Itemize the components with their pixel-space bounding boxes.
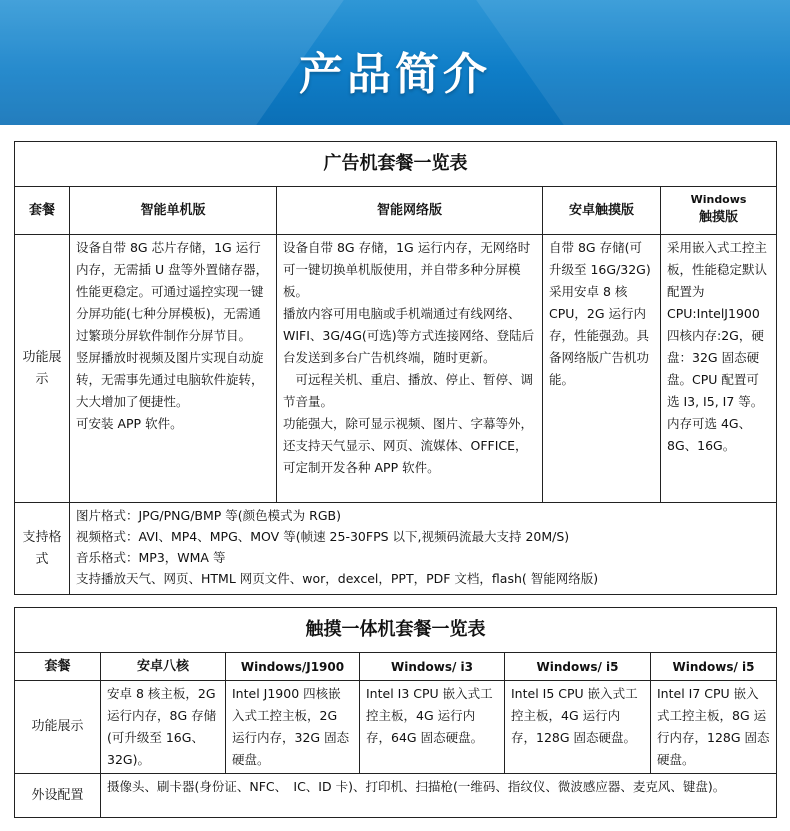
touch-machine-table xyxy=(14,607,777,818)
text-line: 设备自带 8G 芯片存储，1G 运行内存，无需插 U 盘等外置储存器，性能更稳定。可通过遥控实现一键分屏功能(七种分屏模板)，无需通过繁琐分屏软件制作分屏节目。 xyxy=(76,240,269,343)
banner-title: 产品简介 xyxy=(299,49,491,100)
cell-standalone xyxy=(70,235,277,503)
header-standalone: 智能单机版 xyxy=(70,187,277,235)
cell-android-touch xyxy=(543,235,661,503)
header-windows-line2: 触摸版 xyxy=(699,209,739,225)
text-line: 自带 8G 存储(可升级至 16G/32G) 采用安卓 8 核 CPU，2G 运行内存，性能强劲。具备网络版广告机功能。 xyxy=(549,240,651,387)
text-line: 功能强大，除可显示视频、图片、字幕等外，还支持天气显示、网页、流媒体、OFFICE，可定制开发各种 APP 软件。 xyxy=(283,416,534,475)
header-network: 智能网络版 xyxy=(277,187,543,235)
text-line: 可远程关机、重启、播放、停止、暂停、调节音量。 xyxy=(283,372,534,409)
header-windows-i3: Windows/ i3 xyxy=(360,653,505,681)
row-label-features: 功能展示 xyxy=(15,235,70,503)
header-windows-j1900: Windows/J1900 xyxy=(226,653,360,681)
text-line: 采用嵌入式工控主板，性能稳定默认配置为 CPU:IntelJ1900 四核内存:2G，硬盘：32G 固态硬盘。CPU 配置可选 I3, I5, I7 等。 内存可选 4G、8G、16G。 xyxy=(667,240,768,453)
cell-android-octa: 安卓 8 核主板，2G 运行内存，8G 存储(可升级至 16G、32G)。 xyxy=(101,681,226,774)
cell-windows-touch xyxy=(661,235,777,503)
text-line: 设备自带 8G 存储，1G 运行内存，无网络时可一键切换单机版使用，并自带多种分屏模板。 xyxy=(283,240,531,299)
header-package: 套餐 xyxy=(15,653,101,681)
header-windows-line1: Windows xyxy=(690,192,747,206)
row-label-formats: 支持格式 xyxy=(15,503,70,595)
header-android-octa: 安卓八核 xyxy=(101,653,226,681)
table-title: 广告机套餐一览表 xyxy=(15,142,777,187)
cell-windows-i5: Intel I5 CPU 嵌入式工控主板，4G 运行内存，128G 固态硬盘。 xyxy=(505,681,651,774)
header-windows-i5-alt: Windows/ i5 xyxy=(651,653,777,681)
cell-windows-i3: Intel I3 CPU 嵌入式工控主板，4G 运行内存，64G 固态硬盘。 xyxy=(360,681,505,774)
header-windows-touch xyxy=(661,187,777,235)
format-line: 支持播放天气、网页、HTML 网页文件、wor，dexcel，PPT，PDF 文档，flash( 智能网络版) xyxy=(76,571,599,586)
row-label-features: 功能展示 xyxy=(15,681,101,774)
cell-formats xyxy=(70,503,777,595)
header-windows-i5: Windows/ i5 xyxy=(505,653,651,681)
format-line: 音乐格式：MP3，WMA 等 xyxy=(76,550,226,565)
text-line: 可安装 APP 软件。 xyxy=(76,416,183,431)
cell-network xyxy=(277,235,543,503)
header-android-touch: 安卓触摸版 xyxy=(543,187,661,235)
cell-windows-i7: Intel I7 CPU 嵌入式工控主板，8G 运行内存，128G 固态硬盘。 xyxy=(651,681,777,774)
header-package: 套餐 xyxy=(15,187,70,235)
banner xyxy=(0,0,790,125)
format-line: 图片格式：JPG/PNG/BMP 等(颜色模式为 RGB) xyxy=(76,508,341,523)
table-title: 触摸一体机套餐一览表 xyxy=(15,608,777,653)
format-line: 视频格式：AVI、MP4、MPG、MOV 等(帧速 25-30FPS 以下,视频码流最大支持 20M/S) xyxy=(76,529,570,544)
cell-peripherals: 摄像头、刷卡器(身份证、NFC、 IC、ID 卡)、打印机、扫描枪(一维码、指纹仪、微波感应器、麦克风、键盘)。 xyxy=(101,774,777,818)
text-line: 播放内容可用电脑或手机端通过有线网络、WIFI、3G/4G(可选)等方式连接网络、登陆后台发送到多台广告机终端，随时更新。 xyxy=(283,306,535,365)
row-label-peripherals: 外设配置 xyxy=(15,774,101,818)
ad-machine-table xyxy=(14,141,777,595)
cell-windows-j1900: Intel J1900 四核嵌入式工控主板，2G 运行内存，32G 固态硬盘。 xyxy=(226,681,360,774)
text-line: 竖屏播放时视频及图片实现自动旋转，无需事先通过电脑软件旋转，大大增加了便捷性。 xyxy=(76,350,264,409)
